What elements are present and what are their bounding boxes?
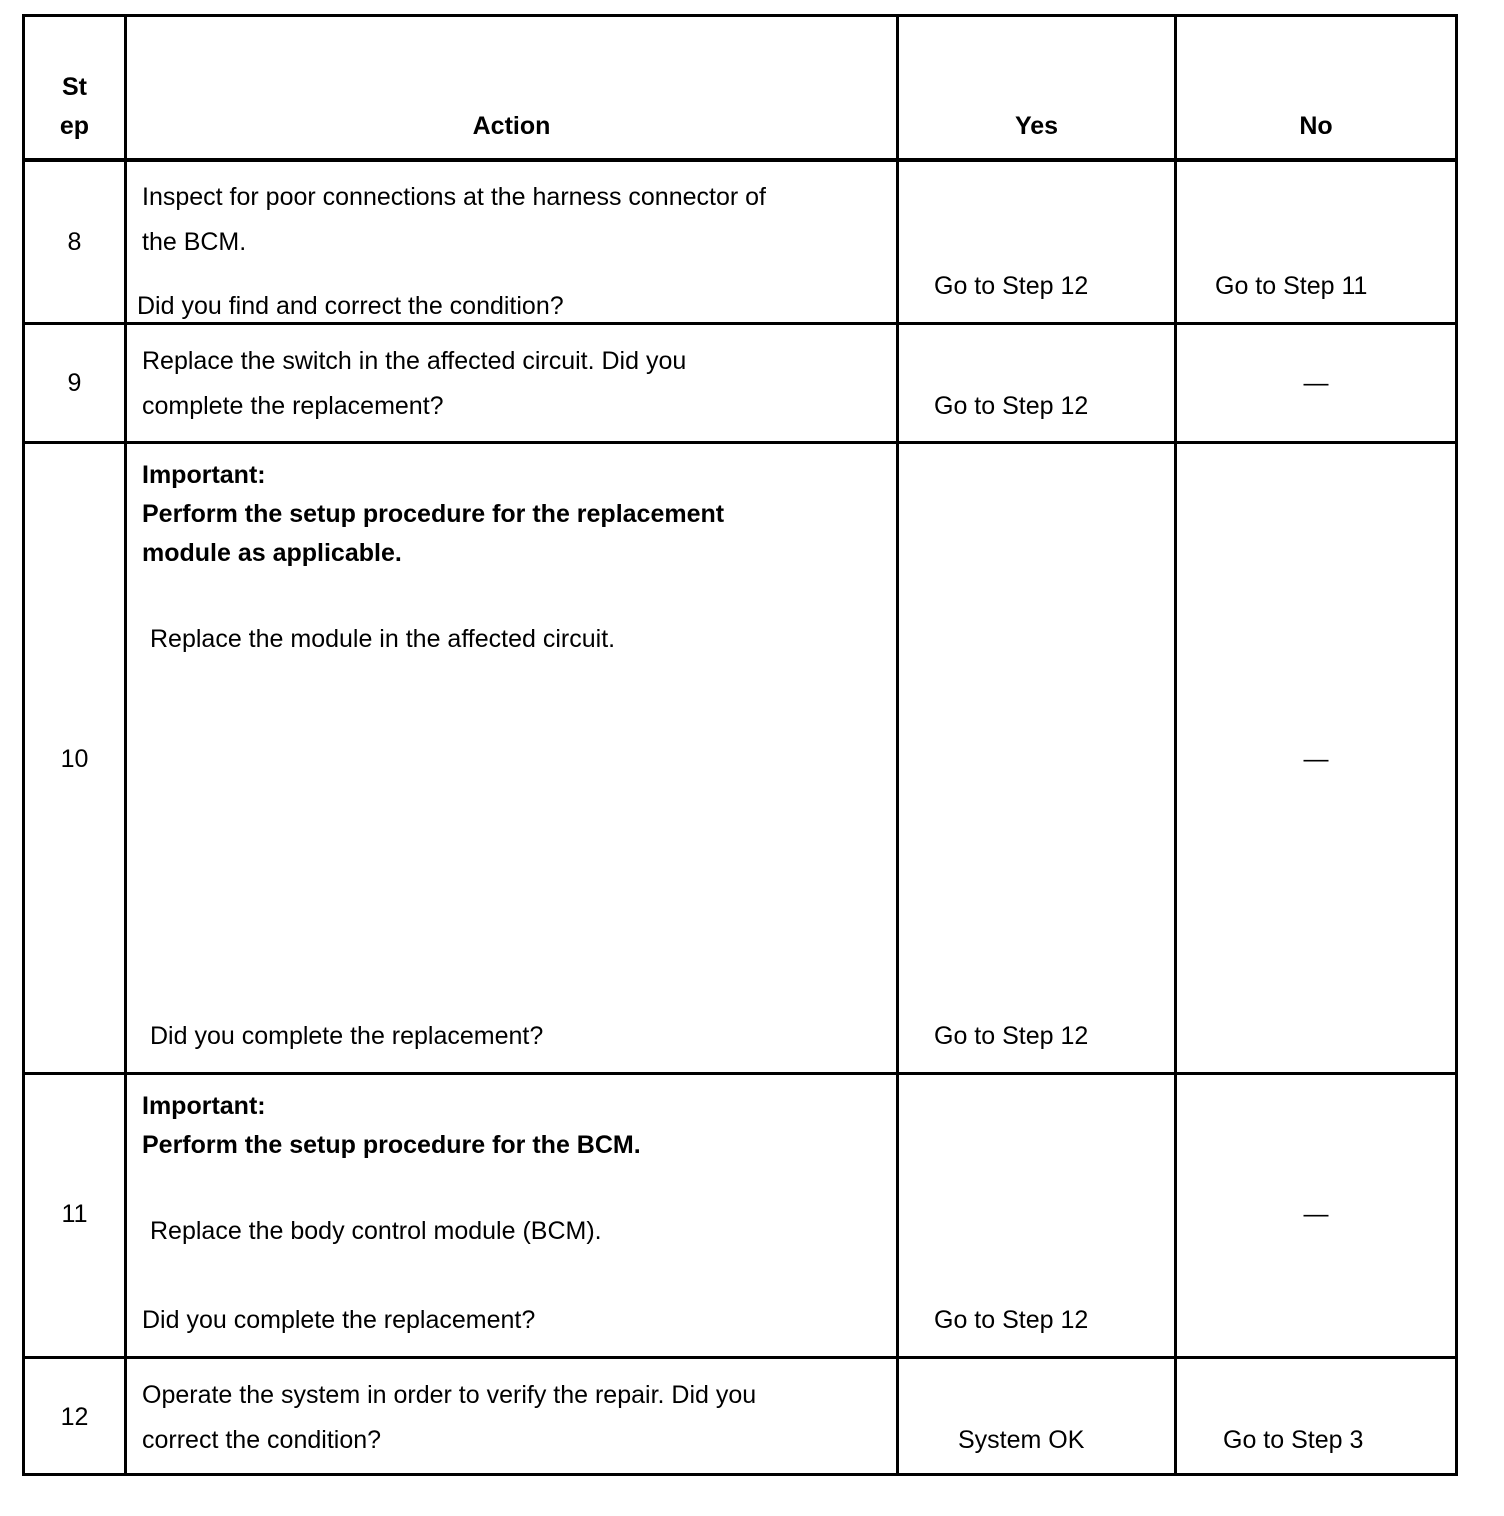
no-result: —: [1303, 369, 1329, 397]
question-text: Did you complete the replacement?: [150, 1022, 544, 1050]
column-divider: [896, 14, 899, 1476]
table-top-border: [22, 14, 1458, 17]
row-divider: [22, 441, 1458, 444]
important-label: Important:: [142, 1092, 266, 1120]
row-divider: [22, 1072, 1458, 1075]
question-text: Did you complete the replacement?: [142, 1306, 536, 1334]
action-text: correct the condition?: [142, 1426, 382, 1454]
header-action: Action: [472, 112, 551, 140]
action-text: Replace the module in the affected circuit.: [150, 625, 616, 653]
important-label: Important:: [142, 461, 266, 489]
header-no: No: [1299, 112, 1333, 140]
table-right-border: [1455, 14, 1458, 1476]
action-text: the BCM.: [142, 228, 247, 256]
important-text: Perform the setup procedure for the replacement: [142, 500, 725, 528]
no-result: Go to Step 3: [1223, 1426, 1364, 1454]
important-text: Perform the setup procedure for the BCM.: [142, 1131, 641, 1159]
yes-result: Go to Step 12: [934, 1022, 1089, 1050]
table-bottom-border: [22, 1473, 1458, 1476]
header-bottom-border: [22, 158, 1458, 162]
step-number: 11: [61, 1200, 88, 1228]
action-text: Inspect for poor connections at the harness connector of: [142, 183, 766, 211]
important-text: module as applicable.: [142, 539, 402, 567]
no-result: Go to Step 11: [1215, 272, 1368, 300]
step-number: 8: [67, 228, 82, 256]
yes-result: System OK: [958, 1426, 1085, 1454]
yes-result: Go to Step 12: [934, 392, 1089, 420]
action-text: Operate the system in order to verify the repair. Did you: [142, 1381, 757, 1409]
step-number: 10: [60, 745, 89, 773]
action-text: Replace the body control module (BCM).: [150, 1217, 602, 1245]
step-number: 9: [67, 369, 82, 397]
yes-result: Go to Step 12: [934, 272, 1089, 300]
step-number: 12: [60, 1403, 89, 1431]
action-text: Replace the switch in the affected circuit. Did you: [142, 347, 687, 375]
no-result: —: [1303, 1200, 1329, 1228]
header-step-line2: ep: [59, 112, 90, 140]
action-text: complete the replacement?: [142, 392, 444, 420]
yes-result: Go to Step 12: [934, 1306, 1089, 1334]
diagnostic-table: [22, 14, 1458, 1476]
column-divider: [124, 14, 127, 1476]
header-step-line1: St: [62, 73, 87, 101]
question-text: Did you find and correct the condition?: [137, 292, 564, 320]
row-divider: [22, 1356, 1458, 1359]
no-result: —: [1303, 745, 1329, 773]
header-step: [25, 68, 124, 146]
header-yes: Yes: [1014, 112, 1059, 140]
